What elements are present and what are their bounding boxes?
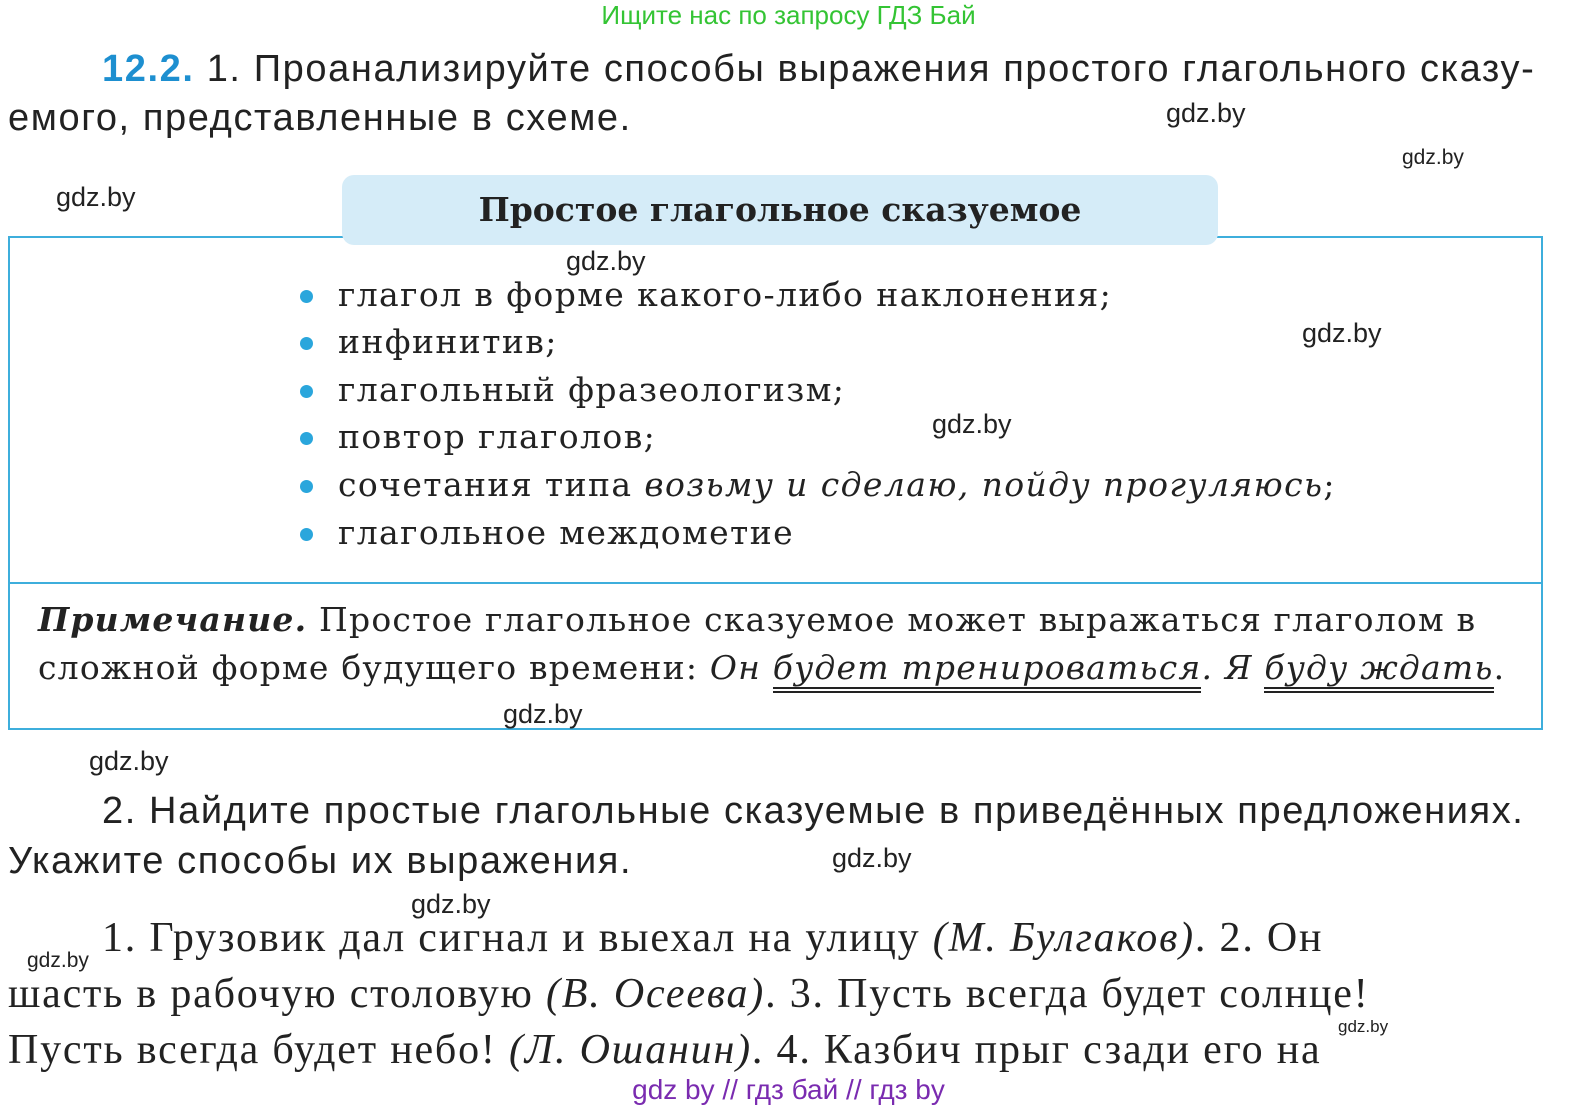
scheme-item: инфинитив; xyxy=(338,322,558,361)
task-number: 12.2. xyxy=(102,48,195,90)
sentence-author: (М. Булгаков) xyxy=(932,915,1195,961)
scheme-title: Простое глагольное сказуемое xyxy=(342,175,1218,245)
sentence-line3 xyxy=(8,1026,1321,1074)
scheme-item-text: сочетания типа xyxy=(338,465,633,504)
sentence-text: 1. Грузовик дал сигнал и выехал на улицу xyxy=(102,915,933,961)
sentence-text: . 4. Казбич прыг сзади его на xyxy=(751,1027,1322,1073)
bullet-icon xyxy=(300,290,313,303)
task-part1-line1 xyxy=(102,48,1535,91)
watermark: gdz.by xyxy=(566,246,646,276)
bullet-icon xyxy=(300,337,313,350)
note-example-predicate-2: буду ждать xyxy=(1264,648,1493,693)
note-line2 xyxy=(38,648,1505,687)
footer-links[interactable]: gdz by // гдз бай // гдз by xyxy=(632,1074,945,1105)
scheme-item xyxy=(338,465,1336,504)
note-label: Примечание. xyxy=(38,600,308,639)
note-example-predicate: будет тренироваться xyxy=(773,648,1202,693)
watermark: gdz.by xyxy=(27,949,89,972)
scheme-item: повтор глаголов; xyxy=(338,417,657,456)
watermark: gdz.by xyxy=(1302,318,1382,348)
watermark: gdz.by xyxy=(89,746,169,776)
watermark: gdz.by xyxy=(503,699,583,729)
scheme-item: глагольный фразеологизм; xyxy=(338,370,846,409)
note-end: . xyxy=(1493,648,1506,687)
scheme-divider xyxy=(8,582,1543,584)
watermark: gdz.by xyxy=(56,182,136,212)
sentence-author: (В. Осеева) xyxy=(546,971,766,1017)
sentence-text: шасть в рабочую столовую xyxy=(8,971,547,1017)
scheme-item-example: возьму и сделаю, пойду прогуляюсь xyxy=(644,465,1324,504)
watermark: gdz.by xyxy=(932,409,1012,439)
scheme-item: глагол в форме какого-либо наклонения; xyxy=(338,275,1113,314)
watermark: gdz.by xyxy=(1338,1017,1389,1036)
task-part1-text: 1. Проанализируйте способы выражения простого глагольного сказу- xyxy=(206,48,1536,90)
scheme-item: глагольное междометие xyxy=(338,513,795,552)
sentence-text: Пусть всегда будет небо! xyxy=(8,1027,509,1073)
sentence-text: . 3. Пусть всегда будет солнце! xyxy=(765,971,1370,1017)
task-part2-line1: 2. Найдите простые глагольные сказуемые в приведённых предложениях. xyxy=(102,790,1525,832)
watermark: gdz.by xyxy=(1402,146,1464,169)
note-text-2: сложной форме будущего времени: xyxy=(38,648,710,687)
note-example-subject: Он xyxy=(709,648,773,687)
task-part2-line2: Укажите способы их выражения. xyxy=(8,840,633,882)
bullet-icon xyxy=(300,385,313,398)
bullet-icon xyxy=(300,480,313,493)
note-line1 xyxy=(38,600,1476,639)
bullet-icon xyxy=(300,528,313,541)
watermark: gdz.by xyxy=(832,843,912,873)
sentence-line1 xyxy=(102,914,1323,962)
sentence-line2 xyxy=(8,970,1370,1018)
sentence-author: (Л. Ошанин) xyxy=(508,1027,752,1073)
note-text: Простое глагольное сказуемое может выражаться глаголом в xyxy=(319,600,1477,639)
task-part1-line2: емого, представленные в схеме. xyxy=(8,97,632,139)
search-hint[interactable]: Ищите нас по запросу ГДЗ Бай xyxy=(601,0,976,30)
watermark: gdz.by xyxy=(1166,98,1246,128)
note-example-separator: . Я xyxy=(1201,648,1265,687)
scheme-item-end: ; xyxy=(1323,465,1336,504)
watermark: gdz.by xyxy=(411,889,491,919)
sentence-text: . 2. Он xyxy=(1194,915,1324,961)
bullet-icon xyxy=(300,432,313,445)
